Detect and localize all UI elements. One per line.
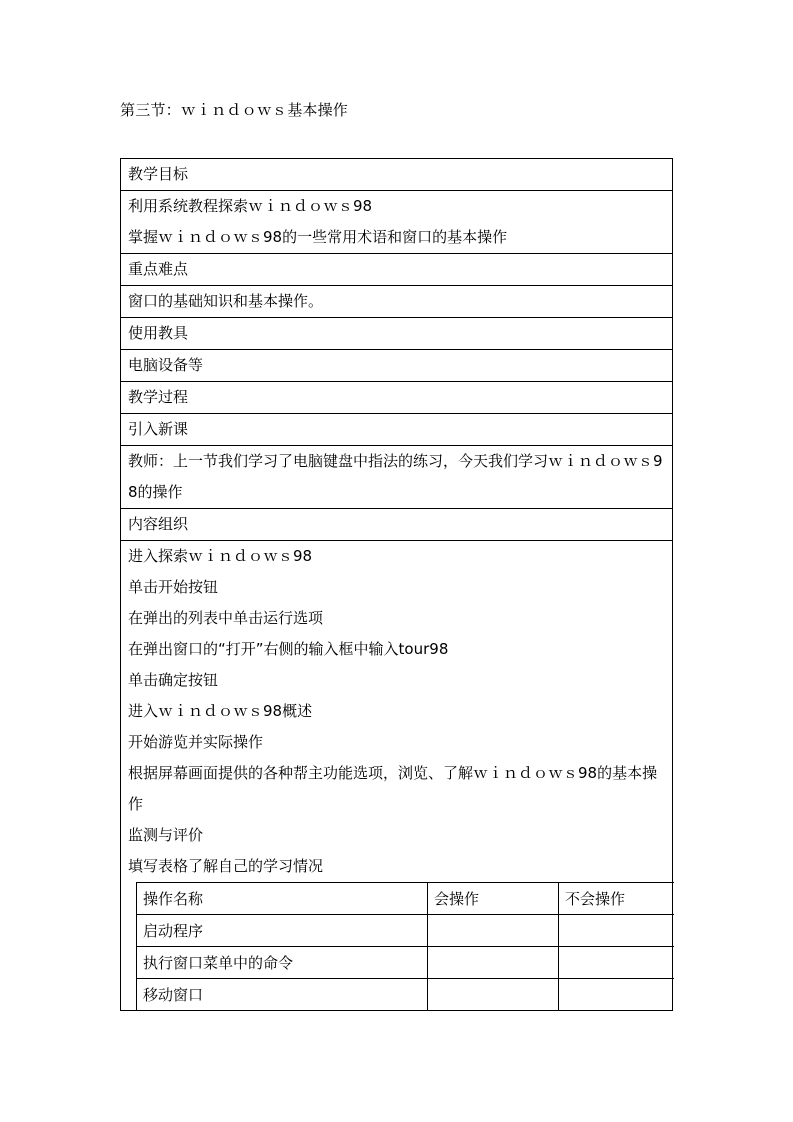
content-line: 根据屏幕画面提供的各种帮主功能选项，浏览、了解ｗｉｎｄｏｗｓ98的基本操作 [128,764,658,813]
content-line: 在弹出窗口的“打开”右侧的输入框中输入tour98 [128,640,449,658]
operation-name-cell: 移动窗口 [137,979,428,1011]
process-heading-cell [121,382,673,414]
table-row [121,414,673,446]
tools-text: 电脑设备等 [128,356,204,374]
table-row [121,350,673,382]
table-row [121,159,673,191]
table-row [121,191,673,254]
difficulty-heading-cell [121,254,673,286]
intro-text: 教师：上一节我们学习了电脑键盘中指法的练习，今天我们学习ｗｉｎｄｏｗｓ98的操作 [128,452,663,501]
goal-line: 利用系统教程探索ｗｉｎｄｏｗｓ98 [128,197,373,215]
operation-name-cell: 执行窗口菜单中的命令 [137,947,428,979]
evaluation-table [136,882,674,1010]
table-row [137,979,674,1011]
goal-line: 掌握ｗｉｎｄｏｗｓ98的一些常用术语和窗口的基本操作 [128,228,508,246]
content-heading: 内容组织 [128,515,189,533]
content-line: 进入ｗｉｎｄｏｗｓ98概述 [128,702,313,720]
goal-heading: 教学目标 [128,165,189,183]
table-row [121,382,673,414]
intro-content-cell [121,446,673,509]
process-heading: 教学过程 [128,388,189,406]
table-row [137,947,674,979]
operation-name-cell: 启动程序 [137,915,428,947]
table-row [121,541,673,1011]
table-row [121,446,673,509]
content-line: 填写表格了解自己的学习情况 [128,857,324,875]
content-cell [121,541,673,1011]
header-can-operate: 会操作 [428,883,559,915]
goal-content-cell [121,191,673,254]
table-row [121,254,673,286]
tools-content-cell [121,350,673,382]
content-heading-cell [121,509,673,541]
header-cannot-operate: 不会操作 [559,883,674,915]
content-line: 进入探索ｗｉｎｄｏｗｓ98 [128,547,313,565]
content-line: 在弹出的列表中单击运行选项 [128,609,324,627]
difficulty-content-cell [121,286,673,318]
lesson-plan-table [120,158,673,1011]
table-header-row [137,883,674,915]
difficulty-heading: 重点难点 [128,260,189,278]
content-line: 开始游览并实际操作 [128,733,264,751]
cannot-operate-cell[interactable] [559,947,674,979]
section-title: 第三节：ｗｉｎｄｏｗｓ基本操作 [120,101,349,119]
can-operate-cell[interactable] [428,947,559,979]
header-operation-name: 操作名称 [137,883,428,915]
cannot-operate-cell[interactable] [559,979,674,1011]
tools-heading-cell [121,318,673,350]
can-operate-cell[interactable] [428,915,559,947]
table-row [121,286,673,318]
intro-heading: 引入新课 [128,420,189,438]
can-operate-cell[interactable] [428,979,559,1011]
tools-heading: 使用教具 [128,324,189,342]
content-line: 单击确定按钮 [128,671,219,689]
cannot-operate-cell[interactable] [559,915,674,947]
goal-heading-cell [121,159,673,191]
intro-heading-cell [121,414,673,446]
difficulty-text: 窗口的基础知识和基本操作。 [128,292,324,310]
table-row [121,509,673,541]
table-row [137,915,674,947]
content-line: 单击开始按钮 [128,578,219,596]
content-line: 监测与评价 [128,826,204,844]
table-row [121,318,673,350]
